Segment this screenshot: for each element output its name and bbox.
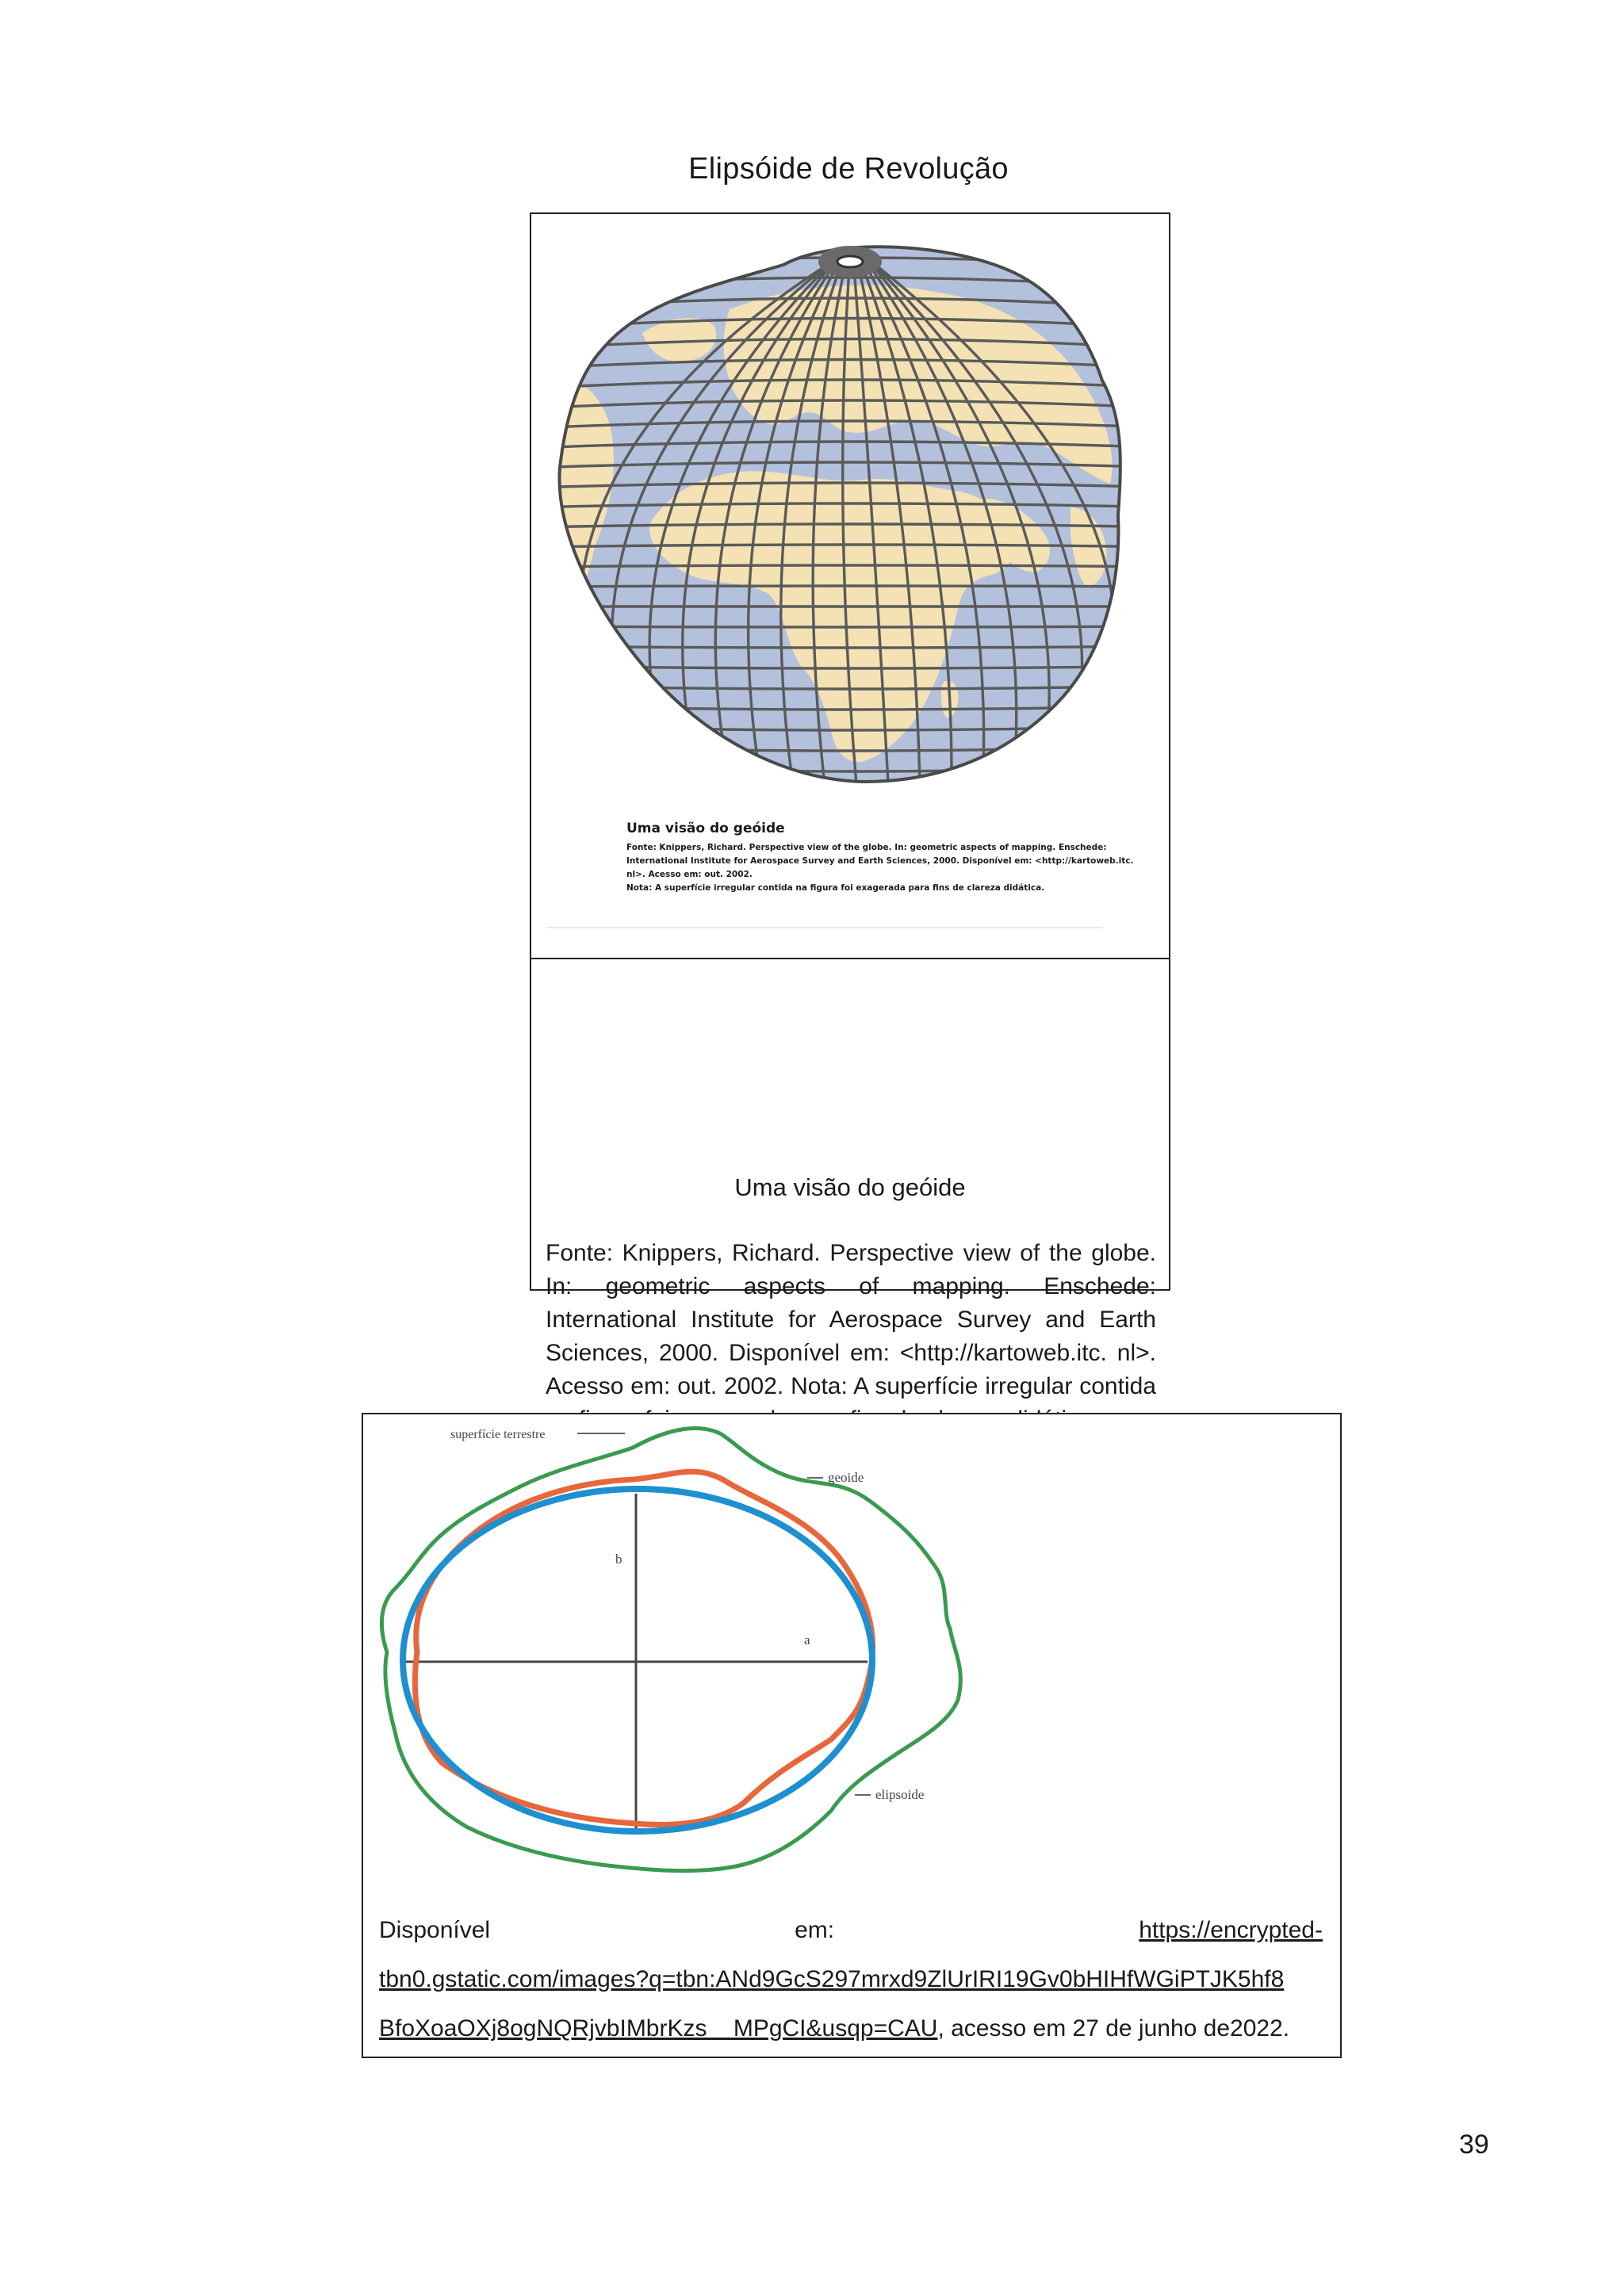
source-url-link-part1[interactable]: https://encrypted- (1139, 1917, 1323, 1943)
geoid-figure-box (530, 212, 1170, 1399)
geoid-figure (531, 214, 1169, 959)
inner-caption-line: Fonte: Knippers, Richard. Perspective view of the globe. In: geometric aspects of mapping. Enschede: (626, 843, 1107, 852)
page-title: Elipsóide de Revolução (688, 152, 1009, 186)
access-date-text: , acesso em 27 de junho de2022. (937, 2015, 1290, 2042)
label-ellipsoid: elipsoide (875, 1787, 925, 1802)
inner-caption-line: Nota: A superfície irregular contida na figura foi exagerada para fins de clareza didática. (626, 883, 1045, 893)
figure-inner-caption (626, 821, 1150, 894)
availability-em: em: (795, 1917, 835, 1943)
label-semi-minor-axis: b (615, 1552, 622, 1567)
figure-source-text: Fonte: Knippers, Richard. Perspective view of the globe. In: geometric aspects of mapping. Enschede: International Institute for Aerospace Survey and Earth Sciences, 2000. Disponível em: <http://kartoweb.itc. nl>. Acesso em: out. 2002. Nota: A superfície irregular contida (546, 1240, 1156, 1399)
geoid-line (415, 1471, 872, 1824)
figure-caption-title: Uma visão do geóide (734, 1173, 966, 1201)
availability-line-3 (379, 2004, 1323, 2053)
availability-text (379, 1906, 1323, 2053)
inner-caption-line: nl>. Acesso em: out. 2002. (626, 870, 753, 879)
label-geoid: geoide (828, 1470, 864, 1485)
north-pole-center (837, 256, 863, 267)
ellipsoid-figure-box (362, 1413, 1342, 2058)
availability-label: Disponível (379, 1917, 491, 1943)
page-number: 39 (1459, 2130, 1489, 2160)
inner-caption-title: Uma visão do geóide (626, 821, 785, 836)
source-url-link-part2[interactable]: tbn0.gstatic.com/images?q=tbn:ANd9GcS297mrxd9ZlUrIRI19Gv0bHIHfWGiPTJK5hf8 (379, 1966, 1285, 1992)
source-url-link-part3[interactable]: BfoXoaOXj8ogNQRjvbIMbrKzs MPgCI&usqp=CAU (379, 2015, 938, 2042)
label-surface: superfície terrestre (450, 1428, 546, 1441)
ellipsoid-geoid-diagram (363, 1414, 1340, 1890)
label-semi-major-axis: a (804, 1632, 810, 1647)
ellipsoid-line (403, 1489, 872, 1831)
inner-caption-line: International Institute for Aerospace Survey and Earth Sciences, 2000. Disponível em: <http://kartoweb.itc. (626, 856, 1134, 866)
availability-line-1 (379, 1906, 1323, 1955)
